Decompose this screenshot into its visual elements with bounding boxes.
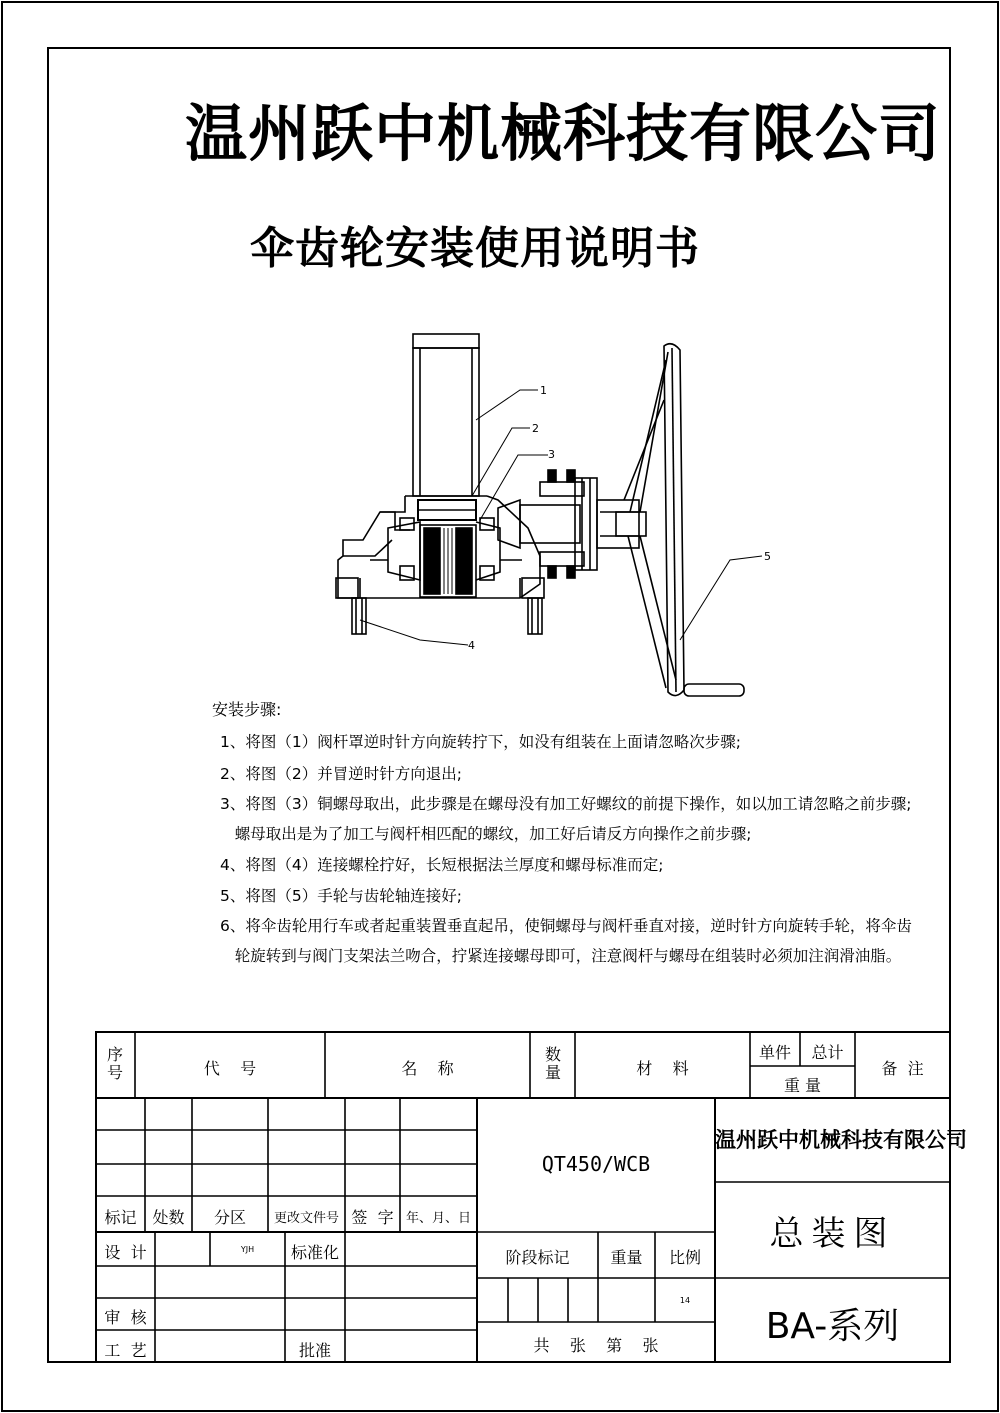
stem-cover-part-1: [405, 334, 487, 496]
callout-2: 2: [532, 422, 539, 435]
label-mark: 标记: [104, 1208, 137, 1227]
header-weight: 重 量: [783, 1076, 822, 1095]
drawing-name: 总装图: [769, 1214, 896, 1254]
step-line: 3、将图（3）铜螺母取出，此步骤是在螺母没有加工好螺纹的前提下操作，如以加工请忽略之前步骤;: [220, 795, 912, 813]
designer-initials: YJH: [240, 1245, 255, 1254]
bevel-gear-assembly-drawing: [336, 334, 762, 696]
label-zone: 分区: [213, 1208, 246, 1227]
step-line: 轮旋转到与阀门支架法兰吻合，拧紧连接螺母即可，注意阀杆与螺母在组装时必须加注润滑油脂。: [220, 947, 902, 965]
connecting-bolts-part-4: [352, 598, 542, 634]
callout-4: 4: [468, 639, 475, 652]
material-value: QT450/WCB: [541, 1152, 651, 1176]
label-sign: 签 字: [351, 1208, 394, 1227]
company-title: 温州跃中机械科技有限公司: [185, 97, 942, 170]
callout-5: 5: [764, 550, 771, 563]
step-line: 6、将伞齿轮用行车或者起重装置垂直起吊，使铜螺母与阀杆垂直对接，逆时针方向旋转手轮，将伞齿: [220, 917, 912, 935]
handwheel-part-5: [624, 344, 744, 696]
callout-labels: [468, 384, 771, 652]
header-qty: 数量: [544, 1045, 561, 1082]
step-line: 螺母取出是为了加工与阀杆相匹配的螺纹，加工好后请反方向操作之前步骤;: [220, 825, 752, 843]
label-stage-mark: 阶段标记: [505, 1248, 570, 1267]
callout-1: 1: [540, 384, 547, 397]
label-sheets: 共 张 第 张: [533, 1336, 659, 1355]
label-standardize: 标准化: [290, 1243, 339, 1262]
header-material: 材 料: [636, 1059, 689, 1078]
step-line: 2、将图（2）并冒逆时针方向退出;: [220, 765, 462, 783]
step-line: 1、将图（1）阀杆罩逆时针方向旋转拧下，如没有组装在上面请忽略次步骤;: [220, 733, 741, 751]
steps-heading: 安装步骤:: [212, 700, 282, 719]
header-code: 代 号: [203, 1059, 257, 1078]
label-change-doc: 更改文件号: [273, 1211, 339, 1226]
header-name: 名 称: [401, 1059, 454, 1078]
label-design: 设 计: [104, 1243, 147, 1262]
label-scale: 比例: [668, 1248, 701, 1267]
step-line: 5、将图（5）手轮与齿轮轴连接好;: [220, 887, 462, 905]
document-title: 伞齿轮安装使用说明书: [250, 223, 700, 274]
header-seq: 序号: [106, 1045, 123, 1082]
header-total-weight: 总计: [811, 1043, 844, 1062]
step-line: 4、将图（4）连接螺栓拧好，长短根据法兰厚度和螺母标准而定;: [220, 856, 664, 874]
bronze-nut-part-3: [420, 525, 476, 597]
series-name: BA-系列: [765, 1306, 900, 1347]
callout-3: 3: [548, 448, 555, 461]
label-date: 年、月、日: [405, 1211, 471, 1226]
label-approve: 批准: [298, 1341, 331, 1360]
header-unit-weight: 单件: [758, 1043, 791, 1062]
label-review: 审 核: [104, 1308, 147, 1327]
label-places: 处数: [152, 1208, 185, 1227]
scale-value: 14: [679, 1296, 691, 1305]
header-remark: 备 注: [881, 1059, 924, 1078]
label-process: 工 艺: [104, 1341, 147, 1360]
label-weight: 重量: [610, 1248, 643, 1267]
title-block-company: 温州跃中机械科技有限公司: [715, 1128, 967, 1152]
